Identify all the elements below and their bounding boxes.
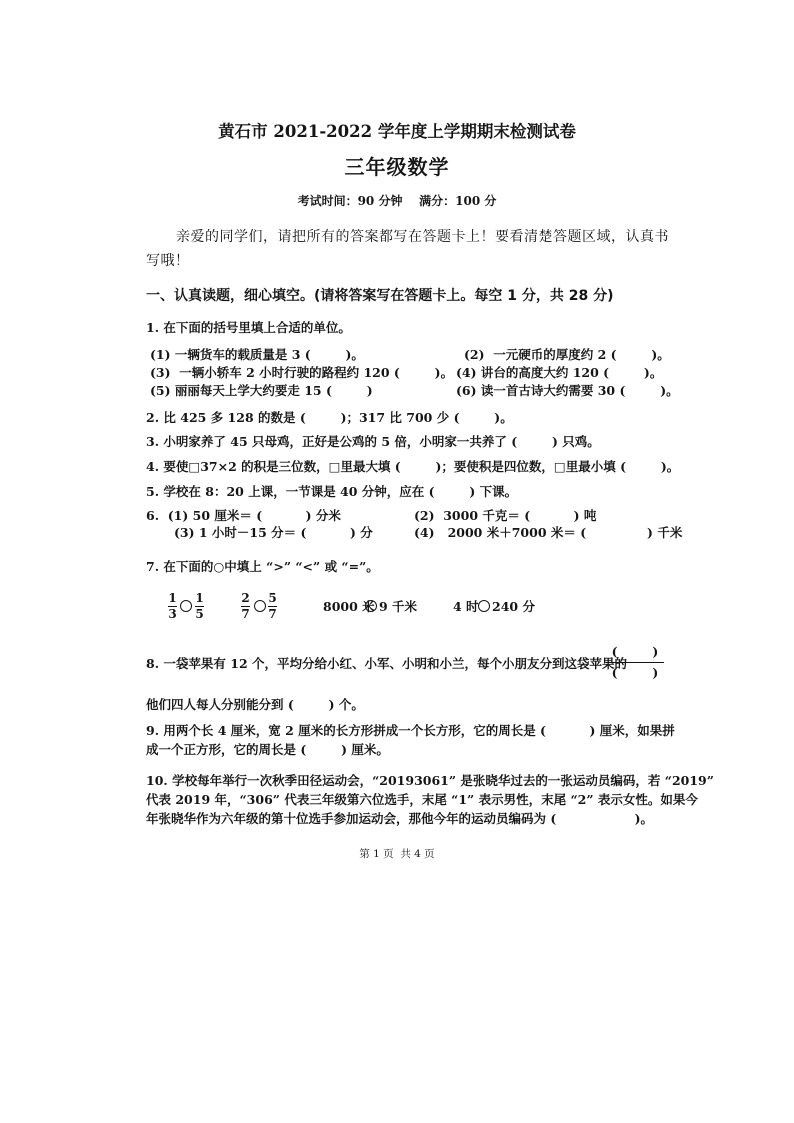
q8-line-2: 他们四人每人分别能分到 ( ) 个。 (146, 697, 364, 712)
q7-expr3-right: 9 千米 (379, 599, 418, 614)
q7-fraction-2-left (241, 592, 250, 621)
q8-answer-fraction[interactable] (606, 643, 664, 683)
q7-expr4-right: 240 分 (492, 599, 535, 614)
q10-line-2: 代表 2019 年，“306” 代表三年级第六位选手，末尾 “1” 表示男性，末尾 “2” 表示女性。如果今 (146, 792, 698, 807)
q7-expr4-left: 4 时 (453, 599, 479, 614)
q1-item-5: (5) 丽丽每天上学大约要走 15 ( ) (150, 383, 373, 398)
fraction-denominator: 5 (195, 607, 204, 621)
compare-circle-2[interactable] (254, 600, 266, 612)
intro-line-1: 亲爱的同学们，请把所有的答案都写在答题卡上！要看清楚答题区域，认真书 (176, 229, 669, 245)
q8-line-1: 8. 一袋苹果有 12 个，平均分给小红、小军、小明和小兰，每个小朋友分到这袋苹果的 (146, 656, 628, 671)
exam-info: 考试时间：90 分钟 满分：100 分 (297, 194, 497, 208)
q2: 2. 比 425 多 128 的数是 ( )；317 比 700 少 ( )。 (146, 410, 513, 425)
q7-stem: 7. 在下面的○中填上 “>” “<” 或 “=”。 (146, 559, 379, 574)
fraction-numerator: 1 (195, 591, 204, 605)
q7-fraction-2-right (268, 592, 277, 621)
q8-fraction-denominator: ( ) (611, 665, 659, 680)
fraction-numerator: 1 (168, 591, 177, 605)
page-footer: 第 1 页 共 4 页 (359, 848, 435, 860)
fraction-numerator: 2 (241, 591, 250, 605)
q3: 3. 小明家养了 45 只母鸡，正好是公鸡的 5 倍，小明家一共养了 ( ) 只鸡。 (146, 434, 600, 449)
compare-circle-4[interactable] (478, 600, 490, 612)
q1-item-4: (4) 讲台的高度大约 120 ( )。 (456, 365, 663, 380)
q6-item-3: (3) 1 小时－15 分＝ ( ) 分 (174, 525, 373, 540)
q7-expr3-left: 8000 米 (323, 599, 375, 614)
q10-line-3: 年张晓华作为六年级的第十位选手参加运动会，那他今年的运动员编码为 ( )。 (146, 811, 654, 826)
compare-circle-1[interactable] (180, 600, 192, 612)
q4: 4. 要使□37×2 的积是三位数，□里最大填 ( )；要使积是四位数，□里最小填 ( )。 (146, 459, 680, 474)
q10-line-1: 10. 学校每年举行一次秋季田径运动会，“20193061” 是张晓华过去的一张运动员编码，若 “2019” (146, 773, 714, 788)
q7-fraction-1-left (168, 592, 177, 621)
exam-title: 黄石市 2021-2022 学年度上学期期末检测试卷 (218, 122, 576, 141)
compare-circle-3[interactable] (365, 600, 377, 612)
q7-fraction-1-right (195, 592, 204, 621)
q1-item-3: (3) 一辆小轿车 2 小时行驶的路程约 120 ( )。 (150, 365, 454, 380)
fraction-denominator: 7 (268, 607, 277, 621)
q1-stem: 1. 在下面的括号里填上合适的单位。 (146, 320, 351, 335)
q8-fraction-bar (606, 662, 664, 663)
section-heading: 一、认真读题，细心填空。(请将答案写在答题卡上。每空 1 分，共 28 分) (146, 288, 614, 304)
q6-item-4: (4) 2000 米＋7000 米＝ ( ) 千米 (414, 525, 683, 540)
q6-item-2: (2) 3000 千克＝ ( ) 吨 (414, 508, 597, 523)
fraction-numerator: 5 (268, 591, 277, 605)
q1-item-2: (2) 一元硬币的厚度约 2 ( )。 (464, 347, 670, 362)
q9-line-2: 成一个正方形，它的周长是 ( ) 厘米。 (146, 742, 389, 757)
subject-title: 三年级数学 (344, 155, 450, 179)
q1-item-6: (6) 读一首古诗大约需要 30 ( )。 (456, 383, 679, 398)
fraction-denominator: 7 (241, 607, 250, 621)
q8-fraction-numerator: ( ) (611, 644, 659, 659)
intro-line-2: 写哦！ (146, 253, 190, 269)
q5: 5. 学校在 8：20 上课，一节课是 40 分钟，应在 ( ) 下课。 (146, 484, 518, 499)
q6-item-1: 6. (1) 50 厘米＝ ( ) 分米 (146, 508, 341, 523)
fraction-denominator: 3 (168, 607, 177, 621)
q1-item-1: (1) 一辆货车的载质量是 3 ( )。 (150, 347, 364, 362)
q9-line-1: 9. 用两个长 4 厘米，宽 2 厘米的长方形拼成一个长方形，它的周长是 ( ) 厘米，如果拼 (146, 723, 675, 738)
